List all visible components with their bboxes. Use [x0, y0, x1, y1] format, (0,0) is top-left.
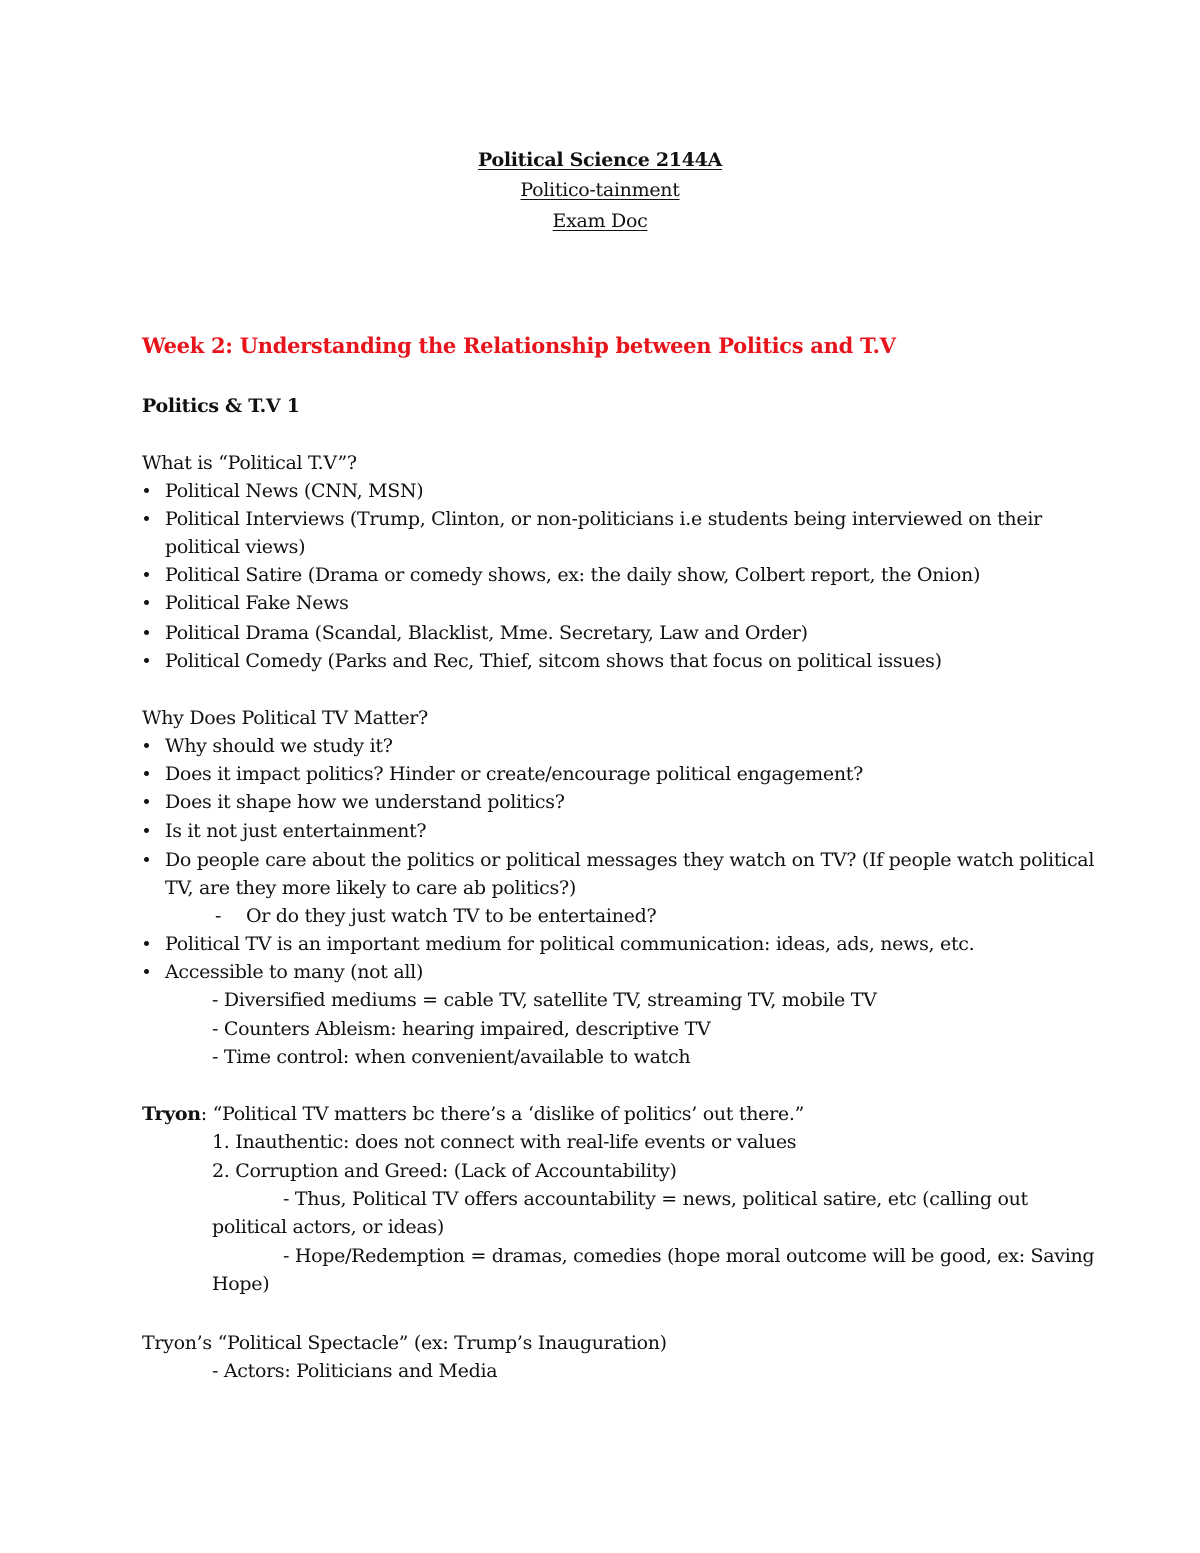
bullet-icon [144, 600, 149, 605]
dash-icon: - [215, 905, 222, 927]
tryon-sub-point: - Thus, Political TV offers accountability = news, political satire, etc (calling out [283, 1188, 1028, 1210]
tryon-sub-point-continuation: political actors, or ideas) [212, 1216, 444, 1238]
tryon-name: Tryon [142, 1103, 201, 1125]
bullet-icon [144, 630, 149, 635]
doc-subtitle: Politico-tainment [520, 179, 680, 201]
bullet-icon [144, 516, 149, 521]
sub-list-item: - Time control: when convenient/available to watch [212, 1046, 691, 1068]
tryon-quote-line [142, 1102, 804, 1126]
tryon-point: 2. Corruption and Greed: (Lack of Accountability) [212, 1160, 677, 1182]
list-item-continuation: political views) [165, 536, 306, 558]
list-item: Political Drama (Scandal, Blacklist, Mme. Secretary, Law and Order) [165, 622, 808, 644]
course-title: Political Science 2144A [478, 149, 722, 171]
list-item: Does it impact politics? Hinder or create/encourage political engagement? [165, 763, 863, 785]
list-item: Political Satire (Drama or comedy shows, ex: the daily show, Colbert report, the Onion) [165, 564, 981, 586]
spectacle-title: Tryon’s “Political Spectacle” (ex: Trump’s Inauguration) [142, 1332, 667, 1354]
list-item: Does it shape how we understand politics? [165, 791, 565, 813]
list-item: Political News (CNN, MSN) [165, 480, 424, 502]
bullet-icon [144, 969, 149, 974]
bullet-icon [144, 743, 149, 748]
bullet-icon [144, 658, 149, 663]
bullet-icon [144, 941, 149, 946]
tryon-sub-point-continuation: Hope) [212, 1273, 270, 1295]
bullet-icon [144, 488, 149, 493]
bullet-icon [144, 828, 149, 833]
sub-list-item: - Counters Ableism: hearing impaired, descriptive TV [212, 1018, 711, 1040]
list-item: Accessible to many (not all) [165, 961, 424, 983]
list-item: Why should we study it? [165, 735, 393, 757]
bullet-icon [144, 799, 149, 804]
sub-list-item: - Diversified mediums = cable TV, satellite TV, streaming TV, mobile TV [212, 989, 877, 1011]
sub-list-item: Or do they just watch TV to be entertained? [246, 905, 657, 927]
list-item: Political Fake News [165, 592, 349, 614]
list-item: Political Interviews (Trump, Clinton, or non-politicians i.e students being interviewed on their [165, 508, 1042, 530]
doc-type: Exam Doc [552, 210, 648, 232]
list-item-continuation: TV, are they more likely to care ab politics?) [165, 877, 576, 899]
week-heading: Week 2: Understanding the Relationship between Politics and T.V [142, 333, 896, 358]
tryon-point: 1. Inauthentic: does not connect with real-life events or values [212, 1131, 797, 1153]
spectacle-item: - Actors: Politicians and Media [212, 1360, 498, 1382]
bullet-icon [144, 771, 149, 776]
what-is-question: What is “Political T.V”? [142, 452, 357, 474]
why-matter-question: Why Does Political TV Matter? [142, 707, 428, 729]
bullet-icon [144, 857, 149, 862]
list-item: Political Comedy (Parks and Rec, Thief, sitcom shows that focus on political issues) [165, 650, 942, 672]
section-subheading: Politics & T.V 1 [142, 395, 300, 417]
list-item: Is it not just entertainment? [165, 820, 427, 842]
tryon-sub-point: - Hope/Redemption = dramas, comedies (hope moral outcome will be good, ex: Saving [283, 1245, 1095, 1267]
bullet-icon [144, 572, 149, 577]
tryon-quote: : “Political TV matters bc there’s a ‘dislike of politics’ out there.” [200, 1103, 804, 1125]
list-item: Do people care about the politics or political messages they watch on TV? (If people watch political [165, 849, 1095, 871]
list-item: Political TV is an important medium for political communication: ideas, ads, news, etc. [165, 933, 975, 955]
